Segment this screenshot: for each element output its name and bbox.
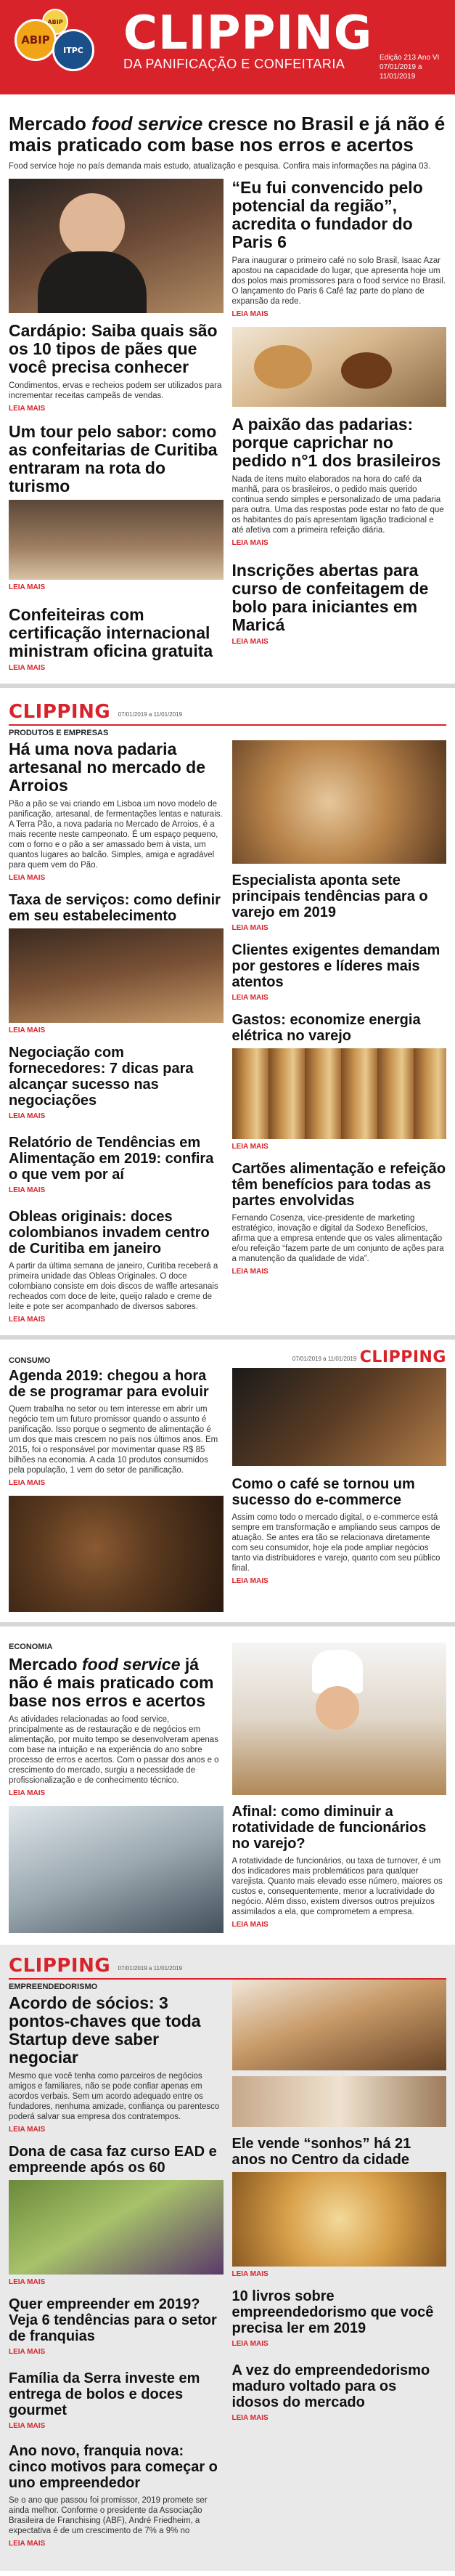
story-title[interactable]: Família da Serra investe em entrega de bolos e doces gourmet xyxy=(9,2370,200,2418)
confectionery-photo xyxy=(9,500,224,580)
read-more-link[interactable]: LEIA MAIS xyxy=(9,2540,46,2548)
story-body: Quem trabalha no setor ou tem interesse em abrir um negócio tem um futuro promissor quando o assunto é panificação. Isso porque o segmento de alimentação é um dos que mais crescem no país nos últimos anos. Em 2015, foi o responsável por movimentar quase R$ 85 bilhões na economia. A cada 10 produtos consumidos pela população, 1 vem do setor de panificação. xyxy=(9,1405,218,1475)
chef-photo xyxy=(232,1643,447,1795)
section-dates: 07/01/2019 a 11/01/2019 xyxy=(292,1356,357,1363)
edition-dates: 07/01/2019 a 11/01/2019 xyxy=(380,63,422,81)
story-title[interactable]: Taxa de serviços: como definir em seu estabelecimento xyxy=(9,892,221,924)
story-title[interactable]: Um tour pelo sabor: como as confeitarias de Curitiba entraram na rota do turismo xyxy=(9,422,218,495)
read-more-link[interactable]: LEIA MAIS xyxy=(231,2270,269,2278)
section-tag: ECONOMIA xyxy=(9,1643,53,1651)
story-title[interactable]: Inscrições abertas para curso de confeitagem de bolo para iniciantes em Maricá xyxy=(231,561,429,634)
brand-tagline: DA PANIFICAÇÃO E CONFEITARIA xyxy=(123,57,345,71)
story-taxa-servicos xyxy=(9,892,224,1036)
section-empreendedorismo xyxy=(0,1945,455,2571)
story-cafe-ecommerce xyxy=(232,1476,447,1587)
read-more-link[interactable]: LEIA MAIS xyxy=(231,1268,269,1276)
story-body: As atividades relacionadas ao food service, principalmente as de restauração e de negócios em alimentação, por muito tempo se desenvolveram apenas com base na intuição e na experiência do ano sobre processo de erros e acertos. Com o passar dos anos e o crescimento do mercado, surgiu a necessidade de profissionalização e de conhecimento técnico. xyxy=(9,1715,219,1785)
story-curitiba-tour xyxy=(9,423,224,593)
story-cartoes xyxy=(232,1161,447,1277)
story-title[interactable]: Gastos: economize energia elétrica no varejo xyxy=(231,1012,421,1044)
story-familia-serra xyxy=(9,2370,224,2431)
story-body: Fernando Cosenza, vice-presidente de marketing estratégico, inovação e digital da Sodexo Benefícios, afirma que a empresa entende que os vales alimentação e/ou refeição “fazem parte de um conjunto de ações para a manutenção da qualidade de vida”. xyxy=(231,1214,444,1263)
lead-subtitle: Food service hoje no país demanda mais estudo, atualização e pesquisa. Confira mais informações na página 03. xyxy=(9,162,431,171)
story-rotatividade xyxy=(232,1804,447,1930)
story-paixao-padarias xyxy=(232,416,447,548)
section-economia xyxy=(0,1627,455,1945)
section-tag: EMPREENDEDORISMO xyxy=(9,1982,98,1991)
section-produtos-empresas xyxy=(0,688,455,1325)
coffee-beans-photo xyxy=(9,1496,224,1612)
masthead xyxy=(0,0,455,94)
story-title[interactable]: Cartões alimentação e refeição têm benefícios para todas as partes envolvidas xyxy=(231,1161,446,1209)
s3-left-column xyxy=(9,1356,224,1612)
itpc-logo-icon: ITPC xyxy=(52,29,94,71)
read-more-link[interactable]: LEIA MAIS xyxy=(9,1789,46,1797)
story-arroios xyxy=(9,740,224,883)
story-title[interactable]: Mercado food service já não é mais praticado com base nos erros e acertos xyxy=(9,1655,214,1710)
read-more-link[interactable]: LEIA MAIS xyxy=(231,994,269,1002)
clipping-mini-logo: CLIPPING xyxy=(9,701,111,723)
story-title[interactable]: A vez do empreendedorismo maduro voltado para os idosos do mercado xyxy=(231,2362,430,2410)
story-negociacao xyxy=(9,1045,224,1122)
read-more-link[interactable]: LEIA MAIS xyxy=(9,583,46,591)
story-empreendedorismo-maduro xyxy=(232,2362,447,2423)
read-more-link[interactable]: LEIA MAIS xyxy=(231,924,269,932)
read-more-link[interactable]: LEIA MAIS xyxy=(9,2278,46,2286)
woman-photo xyxy=(9,2180,224,2275)
story-body: Nada de itens muito elaborados na hora do café da manhã, para os brasileiros, o pedido mais querido continua sendo simples e personalizado de uma padaria para outra. Uma das respostas pode estar no fato de que os habitantes do país apresentam ligação tradicional e até afetiva com a primeira refeição diária. xyxy=(231,475,444,535)
lead-headline[interactable]: Mercado food service cresce no Brasil e já não é mais praticado com base nos erros e acertos xyxy=(9,113,446,155)
section-consumo xyxy=(0,1340,455,1622)
story-body: Condimentos, ervas e recheios podem ser utilizados para incrementar receitas campeãs de vendas. xyxy=(9,381,222,400)
story-sonhos xyxy=(232,2136,447,2280)
story-body: Assim como todo o mercado digital, o e-commerce está sempre em transformação e ampliando seus campos de atuação. Se antes era tão se relacionava diretamente com seu consumidor, hoje ela pode ampliar negócios tanto via distribuidores e varejo, quanto com seu público final. xyxy=(231,1513,440,1573)
startup-partners-photo xyxy=(232,1980,447,2070)
read-more-link[interactable]: LEIA MAIS xyxy=(9,2126,46,2134)
story-bread-types xyxy=(9,322,224,414)
story-title-em: food service xyxy=(81,1655,181,1674)
read-more-link[interactable]: LEIA MAIS xyxy=(231,2340,269,2348)
coffee-cup-photo xyxy=(232,1368,447,1466)
read-more-link[interactable]: LEIA MAIS xyxy=(231,638,269,646)
read-more-link[interactable]: LEIA MAIS xyxy=(9,2348,46,2356)
read-more-link[interactable]: LEIA MAIS xyxy=(9,874,46,882)
story-title[interactable]: Ele vende “sonhos” há 21 anos no Centro da cidade xyxy=(231,2136,411,2168)
s2-left-column xyxy=(9,740,224,1325)
story-clientes-exigentes xyxy=(232,942,447,1003)
read-more-link[interactable]: LEIA MAIS xyxy=(231,539,269,547)
read-more-link[interactable]: LEIA MAIS xyxy=(231,1921,269,1929)
breakfast-photo xyxy=(232,327,447,407)
read-more-link[interactable]: LEIA MAIS xyxy=(9,405,46,413)
story-energia xyxy=(232,1012,447,1152)
top-left-column xyxy=(9,179,224,673)
read-more-link[interactable]: LEIA MAIS xyxy=(9,2422,46,2430)
story-title[interactable]: Agenda 2019: chegou a hora de se programar para evoluir xyxy=(9,1368,209,1400)
story-paris6 xyxy=(232,179,447,320)
section-header xyxy=(9,701,446,723)
bakery-shelf-photo xyxy=(232,1048,447,1139)
story-title[interactable]: Como o café se tornou um sucesso do e-commerce xyxy=(231,1476,415,1508)
s2-right-column xyxy=(232,740,447,1325)
story-title[interactable]: Negociação com fornecedores: 7 dicas para alcançar sucesso nas negociações xyxy=(9,1045,194,1109)
section-header xyxy=(9,1955,446,1977)
partner-logos xyxy=(10,7,119,87)
story-tendencias xyxy=(9,1135,224,1196)
story-franquia-nova xyxy=(9,2443,224,2549)
top-right-column xyxy=(232,179,447,673)
clipping-mini-logo: CLIPPING xyxy=(9,1955,111,1977)
read-more-link[interactable]: LEIA MAIS xyxy=(9,1186,46,1194)
abip-logo-icon: ABIP xyxy=(15,19,57,61)
story-title[interactable]: 10 livros sobre empreendedorismo que você precisa ler em 2019 xyxy=(231,2288,434,2336)
story-curso-marica xyxy=(232,562,447,647)
story-title[interactable]: Quer empreender em 2019? Veja 6 tendências para o setor de franquias xyxy=(9,2296,217,2344)
brand-title: CLIPPING xyxy=(123,7,373,60)
bread-photo xyxy=(232,740,447,864)
story-body: A partir da última semana de janeiro, Curitiba receberá a primeira unidade das Obleas Originales. O doce colombiano consiste em dois discos de waffle artesanais recheados com doce de leite, queijo ralado e creme de leite e pote ser acompanhado de diversos sabores. xyxy=(9,1262,218,1311)
story-title[interactable]: Relatório de Tendências em Alimentação em 2019: confira o que vem por aí xyxy=(9,1135,214,1183)
read-more-link[interactable]: LEIA MAIS xyxy=(231,1577,269,1585)
read-more-link[interactable]: LEIA MAIS xyxy=(9,1316,46,1324)
s4-left-column xyxy=(9,1643,224,1933)
business-meeting-photo xyxy=(9,1806,224,1933)
s5-left-column xyxy=(9,1994,224,2549)
story-obleas xyxy=(9,1209,224,1325)
read-more-link[interactable]: LEIA MAIS xyxy=(9,1479,46,1487)
story-title[interactable]: Acordo de sócios: 3 pontos-chaves que toda Startup deve saber negociar xyxy=(9,1993,201,2067)
read-more-link[interactable]: LEIA MAIS xyxy=(9,1026,46,1034)
story-body: Mesmo que você tenha como parceiros de negócios amigos e familiares, não se pode confiar apenas em acordos verbais. Sem um acordo adequado entre os fundadores, nenhuma amizade, confiança ou parentesco poderá salvar sua empresa dos contratempos. xyxy=(9,2072,220,2121)
read-more-link[interactable]: LEIA MAIS xyxy=(231,2414,269,2422)
s5-right-column xyxy=(232,1994,447,2549)
section-dates: 07/01/2019 a 11/01/2019 xyxy=(118,1965,183,1972)
story-confeiteiras xyxy=(9,606,224,673)
story-title[interactable]: Cardápio: Saiba quais são os 10 tipos de pães que você precisa conhecer xyxy=(9,321,218,376)
story-title[interactable]: A paixão das padarias: porque caprichar no pedido n°1 dos brasileiros xyxy=(231,415,441,470)
abip-small-logo-icon: ABIP xyxy=(42,9,68,35)
story-title[interactable]: Especialista aponta sete principais tendências para o varejo em 2019 xyxy=(231,872,428,920)
lead-headline-em: food service xyxy=(91,113,203,134)
story-title[interactable]: Há uma nova padaria artesanal no mercado de Arroios xyxy=(9,740,205,795)
baker-photo xyxy=(9,179,224,313)
story-sete-tendencias xyxy=(232,872,447,933)
story-title[interactable]: Confeiteiras com certificação internacional ministram oficina gratuita xyxy=(9,605,213,660)
clipping-mini-logo: CLIPPING xyxy=(359,1348,446,1366)
edition-number: Edição 213 Ano VI xyxy=(380,54,440,62)
story-title[interactable]: Ano novo, franquia nova: cinco motivos para começar o uno empreendedor xyxy=(9,2443,218,2491)
bakery-counter-photo xyxy=(232,2076,447,2127)
story-body: Pão a pão se vai criando em Lisboa um novo modelo de panificação, artesanal, de fermentações lentas e naturais. A Terra Pão, a nova padaria no Mercado de Arroios, é a mais recente neste campeonato. É um espaço pequeno, com o forno e o pão a ser amassado bem à vista, um quantos lugares ao balcão. Simples, amiga e agradável para quem vem do Pão. xyxy=(9,800,223,870)
story-body: A rotatividade de funcionários, ou taxa de turnover, é um dos indicadores mais problemáticos para qualquer varejista. Quanto mais elevado esse número, maiores os custos e, consequentemente, menor a lucratividade do negócio. Além disso, existem diversos outros prejuízos assimilados a ela, que comprometem a empresa. xyxy=(231,1857,443,1916)
sonhos-pastry-photo xyxy=(232,2172,447,2267)
story-title[interactable]: Dona de casa faz curso EAD e empreende após os 60 xyxy=(9,2144,217,2176)
read-more-link[interactable]: LEIA MAIS xyxy=(231,310,269,318)
top-grid xyxy=(0,179,455,684)
story-title[interactable]: Obleas originais: doces colombianos invadem centro de Curitiba em janeiro xyxy=(9,1209,210,1257)
section-dates: 07/01/2019 a 11/01/2019 xyxy=(118,711,183,718)
story-franquias xyxy=(9,2296,224,2357)
lead-story xyxy=(0,94,455,171)
story-title[interactable]: “Eu fui convencido pelo potencial da região”, acredita o fundador do Paris 6 xyxy=(231,178,423,251)
read-more-link[interactable]: LEIA MAIS xyxy=(9,1112,46,1120)
story-body: Se o ano que passou foi promissor, 2019 promete ser ainda melhor. Conforme o presidente da Associação Brasileira de Franchising (ABF), André Friedheim, a expectativa é de um crescimento de 7% a 9% no xyxy=(9,2496,208,2535)
story-body: Para inaugurar o primeiro café no solo Brasil, Isaac Azar apostou na capacidade do lugar, que apresenta hoje um dos polos mais promissores para o food service no Brasil. O lançamento do Paris 6 Café faz parte do plano de expansão da rede. xyxy=(231,256,446,306)
read-more-link[interactable]: LEIA MAIS xyxy=(231,1143,269,1151)
s4-right-column xyxy=(232,1643,447,1933)
restaurant-photo xyxy=(9,928,224,1023)
story-dona-de-casa xyxy=(9,2144,224,2288)
edition-info xyxy=(380,53,445,81)
section-tag: PRODUTOS E EMPRESAS xyxy=(9,729,109,737)
s3-right-column xyxy=(232,1356,447,1612)
story-title[interactable]: Clientes exigentes demandam por gestores e líderes mais atentos xyxy=(231,942,440,990)
story-title[interactable]: Afinal: como diminuir a rotatividade de funcionários no varejo? xyxy=(231,1804,427,1852)
story-livros xyxy=(232,2288,447,2349)
read-more-link[interactable]: LEIA MAIS xyxy=(9,664,46,672)
section-tag: CONSUMO xyxy=(9,1356,51,1365)
